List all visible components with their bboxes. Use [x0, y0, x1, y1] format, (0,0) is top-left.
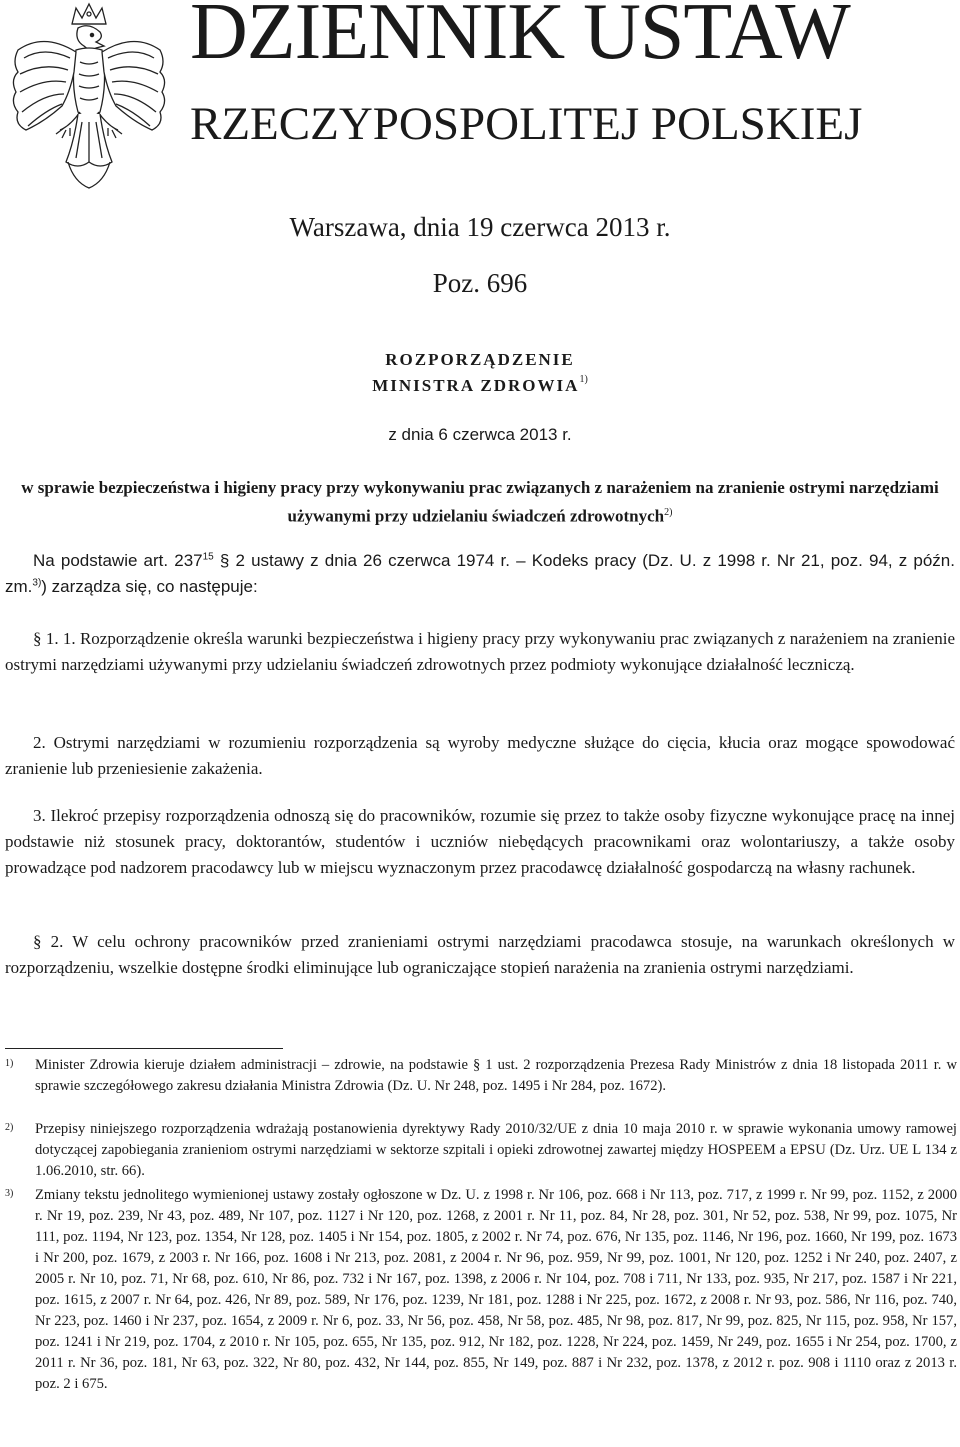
- footnote-1-marker: 1): [5, 1058, 14, 1069]
- act-issuer-text: MINISTRA ZDROWIA: [372, 376, 580, 395]
- footnote-ref-1: 1): [579, 374, 588, 385]
- footnote-ref-2: 2): [664, 507, 673, 518]
- issue-position: Poz. 696: [432, 268, 528, 298]
- footnote-2-text: Przepisy niniejszego rozporządzenia wdrażają postanowienia dyrektywy Rady 2010/32/UE z dnia 10 maja 2010 r. w sprawie wykonania umowy ramowej dotyczącej zapobiegania zranieniom ostrymi narzędziami w sektorze szpitali i opieki zdrowotnej zawartej między HOSPEEM a EPSU (Dz. Urz. UE L 134 z 1.06.2010, str. 66).: [35, 1121, 957, 1179]
- footnote-2-marker: 2): [5, 1122, 14, 1133]
- footnote-3: [5, 1185, 957, 1395]
- section-1-paragraph-2: [5, 730, 955, 782]
- section-1-paragraph-1: [5, 626, 955, 678]
- section-1-paragraph-3-text: 3. Ilekroć przepisy rozporządzenia odnoszą się do pracowników, rozumie się przez to także osoby fizyczne wykonujące pracę na innej podstawie niż stosunek pracy, doktorantów, studentów i uczniów niebędących pracownikami oraz wolontariuszy, a także osoby prowadzące pod nadzorem pracodawcy lub w miejscu wyznaczonym przez pracodawcę działalność gospodarczą na własny rachunek.: [5, 806, 955, 877]
- footnote-ref-3: 3): [32, 577, 42, 589]
- preamble: [5, 548, 955, 600]
- act-subject: [20, 475, 940, 529]
- footnote-2: [5, 1119, 957, 1182]
- preamble-part2: § 2 ustawy z dnia 26 czerwca 1974 r. – Kodeks pracy (Dz. U. z 1998 r. Nr 21, poz. 94, z późn. zm.: [5, 551, 955, 596]
- masthead-subtitle: RZECZYPOSPOLITEJ POLSKIEJ: [190, 98, 863, 150]
- act-type-heading: ROZPORZĄDZENIE: [385, 350, 575, 369]
- act-subject-text: w sprawie bezpieczeństwa i higieny pracy przy wykonywaniu prac związanych z narażeniem na zranienie ostrymi narzędziami używanymi przy udzielaniu świadczeń zdrowotnych: [21, 478, 939, 526]
- preamble-part3: ) zarządza się, co następuje:: [41, 577, 258, 596]
- section-1-paragraph-2-text: 2. Ostrymi narzędziami w rozumieniu rozporządzenia są wyroby medyczne służące do cięcia, kłucia oraz mogące spowodować zranienie lub przeniesienie zakażenia.: [5, 733, 955, 778]
- footnote-separator: [5, 1048, 283, 1049]
- footnote-1-text: Minister Zdrowia kieruje działem administracji – zdrowie, na podstawie § 1 ust. 2 rozporządzenia Prezesa Rady Ministrów z dnia 18 listopada 2011 r. w sprawie szczegółowego zakresu działania Ministra Zdrowia (Dz. U. Nr 248, poz. 1495 i Nr 284, poz. 1672).: [35, 1057, 957, 1094]
- preamble-part1: Na podstawie art. 237: [33, 551, 203, 570]
- article-superscript: 15: [202, 551, 214, 563]
- section-2-paragraph: [5, 929, 955, 981]
- act-date: z dnia 6 czerwca 2013 r.: [388, 425, 572, 444]
- footnote-1: [5, 1055, 957, 1097]
- section-1-paragraph-3: [5, 803, 955, 881]
- section-2-paragraph-text: § 2. W celu ochrony pracowników przed zranieniami ostrymi narzędziami pracodawca stosuje, na warunkach określonych w rozporządzeniu, wszelkie dostępne środki eliminujące lub ograniczające stopień narażenia na zranienia ostrymi narzędziami.: [5, 932, 955, 977]
- issue-date: Warszawa, dnia 19 czerwca 2013 r.: [289, 212, 671, 242]
- masthead-title: DZIENNIK USTAW: [190, 0, 850, 76]
- footnote-3-text: Zmiany tekstu jednolitego wymienionej ustawy zostały ogłoszone w Dz. U. z 1998 r. Nr 106, poz. 668 i Nr 113, poz. 717, z 1999 r. Nr 99, poz. 1152, z 2000 r. Nr 19, poz. 239, Nr 43, poz. 489, Nr 107, poz. 1127 i Nr 120, poz. 1268, z 2001 r. Nr 11, poz. 84, Nr 28, poz. 301, Nr 52, poz. 538, Nr 99, poz. 1075, Nr 111, poz. 1194, Nr 123, poz. 1354, Nr 128, poz. 1405 i Nr 154, poz. 1805, z 2002 r. Nr 74, poz. 676, Nr 135, poz. 1146, Nr 196, poz. 1660, Nr 199, poz. 1673 i Nr 200, poz. 1679, z 2003 r. Nr 166, poz. 1608 i Nr 213, poz. 2081, z 2004 r. Nr 96, poz. 959, Nr 99, poz. 1001, Nr 120, poz. 1252 i Nr 240, poz. 2407, z 2005 r. Nr 10, poz. 71, Nr 68, poz. 610, Nr 86, poz. 732 i Nr 167, poz. 1398, z 2006 r. Nr 104, poz. 708 i 711, Nr 133, poz. 935, Nr 217, poz. 1587 i Nr 221, poz. 1615, z 2007 r. Nr 64, poz. 426, Nr 89, poz. 589, Nr 176, poz. 1239, Nr 181, poz. 1288 i Nr 225, poz. 1672, z 2008 r. Nr 93, poz. 586, Nr 116, poz. 740, Nr 223, poz. 1460 i Nr 237, poz. 1654, z 2009 r. Nr 6, poz. 33, Nr 56, poz. 458, Nr 58, poz. 485, Nr 98, poz. 817, Nr 99, poz. 825, Nr 115, poz. 958, Nr 157, poz. 1241 i Nr 219, poz. 1704, z 2010 r. Nr 105, poz. 655, Nr 135, poz. 912, Nr 182, poz. 1228, Nr 224, poz. 1459, Nr 249, poz. 1655 i Nr 254, poz. 1700, z 2011 r. Nr 36, poz. 181, Nr 63, poz. 322, Nr 80, poz. 432, Nr 144, poz. 855, Nr 149, poz. 887 i Nr 232, poz. 1378, z 2012 r. poz. 908 i 1110 oraz z 2013 r. poz. 2 i 675.: [35, 1187, 957, 1392]
- footnote-3-marker: 3): [5, 1188, 14, 1199]
- section-1-paragraph-1-text: § 1. 1. Rozporządzenie określa warunki bezpieczeństwa i higieny pracy przy wykonywaniu prac związanych z narażeniem na zranienie ostrymi narzędziami używanymi przy udzielaniu świadczeń zdrowotnych przez podmioty wykonujące działalność leczniczą.: [5, 629, 955, 674]
- white-eagle-emblem: [4, 2, 174, 197]
- act-issuer-heading: [0, 376, 960, 396]
